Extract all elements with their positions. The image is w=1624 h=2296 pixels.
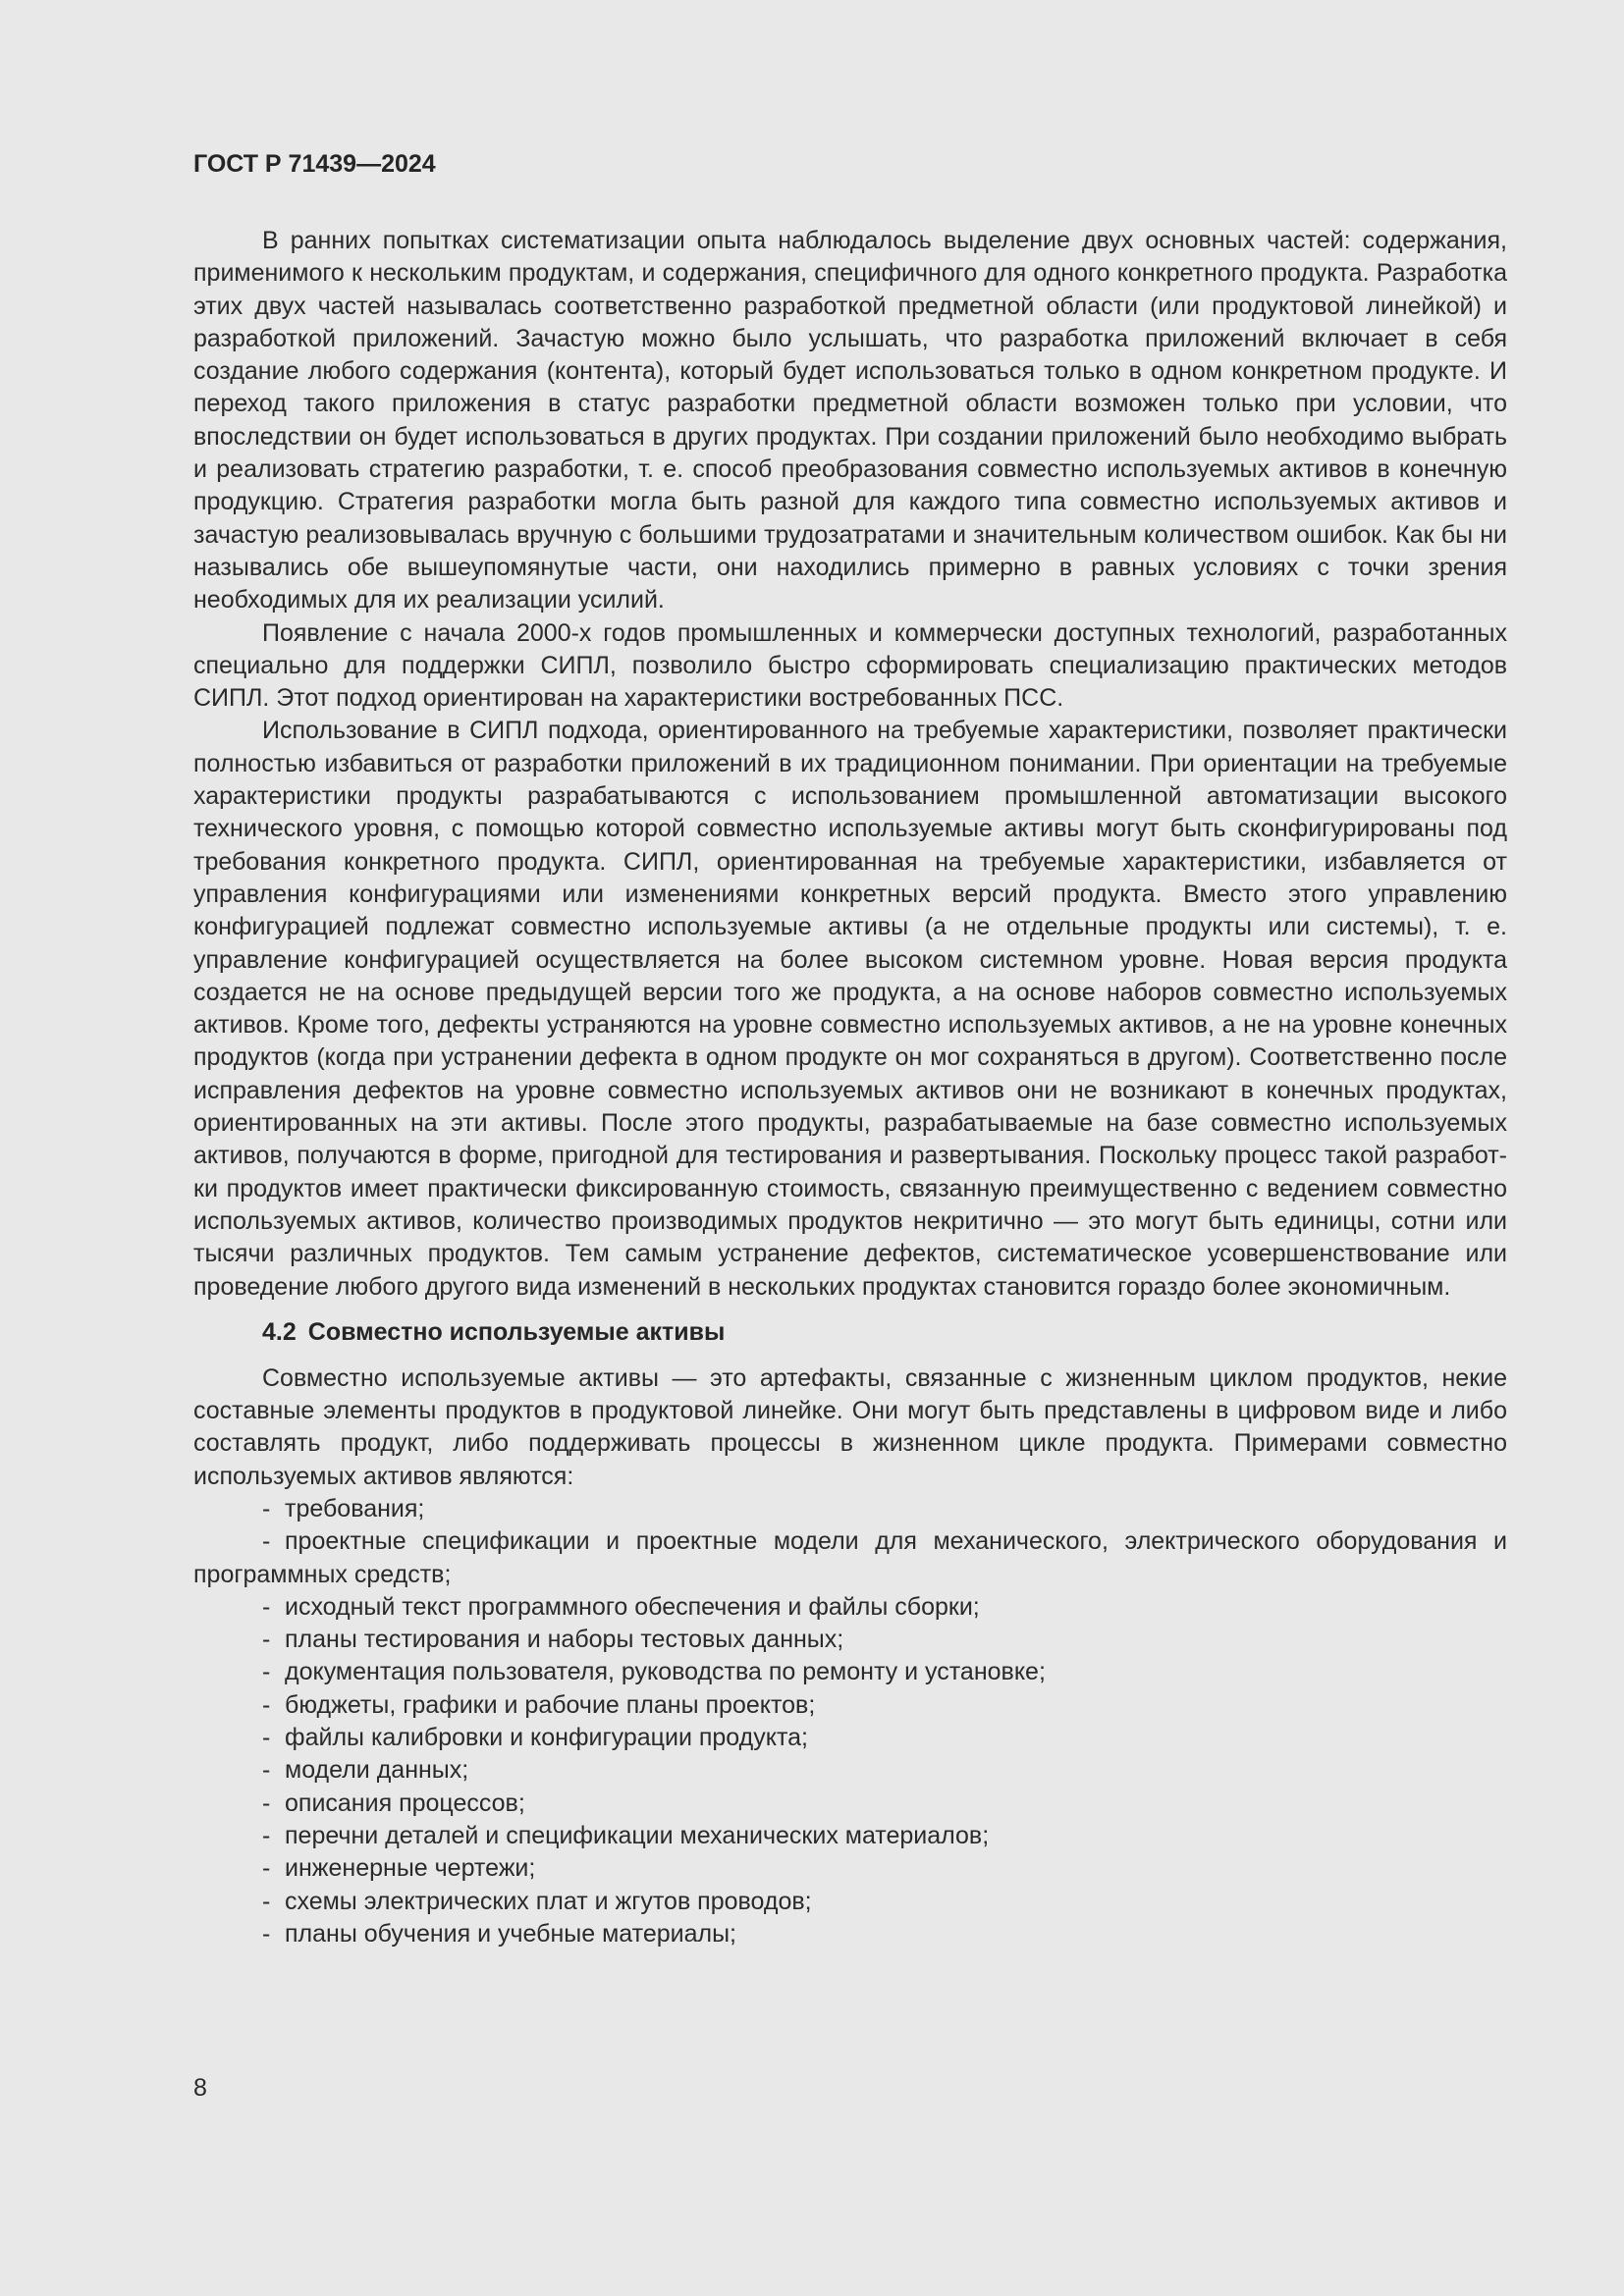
list-dash: - bbox=[262, 1887, 271, 1915]
paragraph-feature-based-approach: Использование в СИПЛ подхода, ориентированного на требуемые характеристики, позволяет практически полностью избавиться от разработки приложений в их традиционном понимании. При ориентации на требуемые характеристики продукты разрабатываются с использованием промышленной автоматизации высокого технического уровня, с помощью которой совместно используемые активы могут быть сконфигурированы под требования конкретного продукта. СИПЛ, ориентированная на требуемые характеристики, избавляется от управления конфигурациями или изменениями конкретных версий продукта. Вместо этого управлению конфигурацией подлежат совместно используемые активы (а не отдельные продукты или системы), т. е. управление конфигурацией осуществляется на более высоком системном уровне. Новая версия продукта создается не на основе предыдущей версии того же продукта, а на основе наборов совместно используемых активов. Кроме того, дефекты устраняются на уровне совместно используемых активов, а не на уровне конечных продуктов (когда при устранении дефекта в одном продукте он мог сохраняться в другом). Соответственно после исправления дефектов на уровне совместно используемых активов они не возникают в конечных продуктах, ориентированных на эти активы. После этого продукты, разрабатываемые на базе совместно используемых активов, получаются в форме, пригодной для тестирования и развертывания. Поскольку процесс такой разработки продуктов имеет практически фиксированную стоимость, связанную преимущественно с ведением совместно используемых активов, количество производимых продуктов некритично — это могут быть единицы, сотни или тысячи различных продуктов. Тем самым устранение дефектов, систематическое усовершенствование или проведение любого другого вида изменений в нескольких продуктах становится гораздо более экономичным. bbox=[193, 717, 1507, 1301]
list-item-text: планы тестирования и наборы тестовых данных; bbox=[285, 1626, 844, 1654]
list-dash: - bbox=[262, 1626, 271, 1654]
section-heading bbox=[262, 1315, 1507, 1349]
list-item-text: бюджеты, графики и рабочие планы проектов; bbox=[285, 1690, 816, 1719]
document-page bbox=[193, 147, 1507, 1950]
section-title: Совместно используемые активы bbox=[307, 1317, 726, 1346]
paragraph-application-engineering: В ранних попытках систематизации опыта наблюдалось выделение двух основных частей: содержания, применимого к нескольким продуктам, и содержания, специфичного для одного конкретного продукта. Разработка этих двух частей называлась соответственно разработкой предметной области (или продуктовой линейкой) и разработкой приложений. Зачастую можно было услышать, что разработка приложений включает в себя создание любого содержания (контента), который будет использоваться только в одном конкретном продукте. И переход такого приложения в статус разработки предметной области возможен только при условии, что впоследствии он будет использоваться в других продуктах. При создании приложений было необходимо выбрать и реализовать стратегию разработки, т. е. способ преобразования совместно используемых активов в конечную продукцию. Стратегия разработки могла быть разной для каждого типа совместно используемых активов и зачастую реализовывалась вручную с большими трудозатратами и значительным количеством ошибок. Как бы ни назывались обе вышеупомянутые части, они находились примерно в равных условиях с точки зрения необходимых для их реализации усилий. bbox=[193, 227, 1507, 614]
list-item bbox=[193, 1722, 1507, 1754]
list-dash: - bbox=[262, 1527, 271, 1556]
list-dash: - bbox=[262, 1658, 271, 1686]
shared-assets-list bbox=[193, 1493, 1507, 1950]
list-item bbox=[193, 1852, 1507, 1885]
list-dash: - bbox=[262, 1919, 271, 1948]
list-dash: - bbox=[262, 1592, 271, 1621]
section-number: 4.2 bbox=[262, 1317, 297, 1346]
list-item bbox=[193, 1624, 1507, 1656]
list-dash: - bbox=[262, 1690, 271, 1719]
list-item bbox=[193, 1754, 1507, 1787]
list-item-text: исходный текст программного обеспечения и файлы сборки; bbox=[285, 1592, 980, 1621]
list-item-text: требования; bbox=[285, 1494, 425, 1522]
list-item-text: проектные спецификации и проектные модели для механического, электрического оборудования и программных средств; bbox=[193, 1527, 1507, 1588]
list-dash: - bbox=[262, 1789, 271, 1817]
document-header: ГОСТ Р 71439—2024 bbox=[193, 150, 436, 178]
list-dash: - bbox=[262, 1494, 271, 1522]
list-item bbox=[193, 1788, 1507, 1820]
list-item-text: планы обучения и учебные материалы; bbox=[285, 1919, 736, 1948]
list-item-text: перечни деталей и спецификации механических материалов; bbox=[285, 1821, 990, 1849]
list-item-text: инженерные чертежи; bbox=[285, 1854, 536, 1883]
list-dash: - bbox=[262, 1756, 271, 1785]
list-item bbox=[193, 1886, 1507, 1918]
list-item bbox=[193, 1591, 1507, 1624]
list-item-text: схемы электрических плат и жгутов проводов; bbox=[285, 1887, 812, 1915]
list-item-text: описания процессов; bbox=[285, 1789, 525, 1817]
list-item bbox=[193, 1918, 1507, 1950]
list-item-text: файлы калибровки и конфигурации продукта; bbox=[285, 1724, 808, 1752]
list-item-text: документация пользователя, руководства по ремонту и установке; bbox=[285, 1658, 1046, 1686]
page-number: 8 bbox=[193, 2074, 207, 2102]
list-item bbox=[193, 1525, 1507, 1591]
paragraph-shared-assets-definition: Совместно используемые активы — это артефакты, связанные с жизненным циклом продуктов, некие составные элементы продуктов в продуктовой линейке. Они могут быть представлены в цифровом виде и либо составлять продукт, либо поддерживать процессы в жизненном цикле продукта. Примерами совместно используемых активов являются: bbox=[193, 1363, 1507, 1490]
document-body bbox=[193, 225, 1507, 1950]
list-item-text: модели данных; bbox=[285, 1756, 469, 1785]
list-dash: - bbox=[262, 1821, 271, 1849]
list-item bbox=[193, 1656, 1507, 1688]
paragraph-2000s-technologies: Появление с начала 2000-х годов промышленных и коммерчески доступных технологий, разработанных специально для поддержки СИПЛ, позволило быстро сформировать специализацию практических методов СИПЛ. Этот подход ориентирован на характеристики востребованных ПСС. bbox=[193, 618, 1507, 713]
list-item bbox=[193, 1493, 1507, 1525]
list-dash: - bbox=[262, 1724, 271, 1752]
list-dash: - bbox=[262, 1854, 271, 1883]
list-item bbox=[193, 1689, 1507, 1722]
list-item bbox=[193, 1820, 1507, 1852]
